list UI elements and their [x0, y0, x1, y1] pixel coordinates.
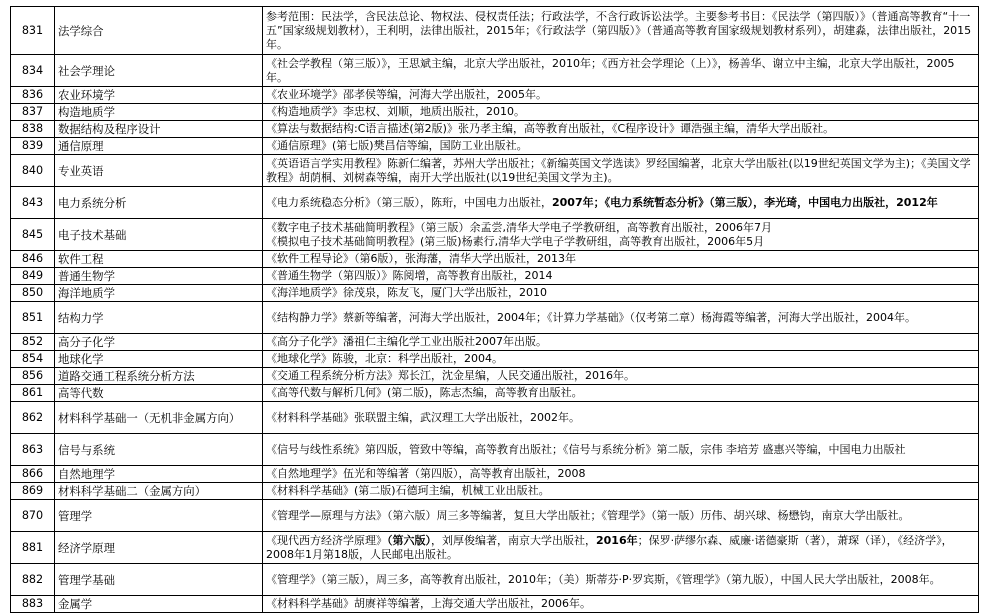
subject-name: 构造地质学 [55, 104, 263, 121]
subject-code: 861 [11, 385, 55, 402]
subject-code: 870 [11, 500, 55, 532]
subject-name: 地球化学 [55, 351, 263, 368]
reference-line-2: 《模拟电子技术基础简明教程》(第三版)杨素行,清华大学电子学教研组，高等教育出版社，2006年5月 [266, 234, 765, 248]
subject-name: 法学综合 [55, 7, 263, 55]
table-row [11, 351, 979, 368]
subject-name: 通信原理 [55, 138, 263, 155]
reference-books [263, 187, 979, 219]
table-row [11, 334, 979, 351]
subject-code: 883 [11, 596, 55, 613]
table-row [11, 466, 979, 483]
subject-code: 834 [11, 55, 55, 87]
subject-code: 836 [11, 87, 55, 104]
subject-code: 882 [11, 564, 55, 596]
subject-code: 846 [11, 251, 55, 268]
table-row [11, 434, 979, 466]
reference-line-1: 《数字电子技术基础简明教程》（第三版）余孟尝,清华大学电子学教研组，高等教育出版社，2006年7月 [266, 220, 772, 234]
reference-books: 《管理学》（第三版），周三多，高等教育出版社，2010年；（美）斯蒂芬·P·罗宾斯，《管理学》（第九版），中国人民大学出版社，2008年。 [263, 564, 979, 596]
subject-name: 软件工程 [55, 251, 263, 268]
subject-name: 电子技术基础 [55, 219, 263, 251]
reference-books: 《结构静力学》蔡新等编著，河海大学出版社，2004年；《计算力学基础》（仅考第二章）杨海霞等编著，河海大学出版社，2004年。 [263, 302, 979, 334]
subject-name: 结构力学 [55, 302, 263, 334]
subject-name: 自然地理学 [55, 466, 263, 483]
subject-name: 数据结构及程序设计 [55, 121, 263, 138]
table-row [11, 187, 979, 219]
table-row [11, 155, 979, 187]
table-row [11, 87, 979, 104]
subject-name: 管理学 [55, 500, 263, 532]
subject-code: 869 [11, 483, 55, 500]
table-row [11, 500, 979, 532]
reference-books: 《英语语言学实用教程》陈新仁编著，苏州大学出版社；《新编英国文学选读》罗经国编著，北京大学出版社(以19世纪英国文学为主)；《美国文学教程》胡荫桐、刘树森等编，南开大学出版社(以19世纪美国文学为主)。 [263, 155, 979, 187]
reference-books: 《农业环境学》邵孝侯等编，河海大学出版社，2005年。 [263, 87, 979, 104]
table-row [11, 251, 979, 268]
subject-name: 经济学原理 [55, 532, 263, 564]
subject-name: 信号与系统 [55, 434, 263, 466]
subject-code: 852 [11, 334, 55, 351]
subject-code: 866 [11, 466, 55, 483]
reference-books: 《社会学教程（第三版）》，王思斌主编，北京大学出版社，2010年；《西方社会学理论（上）》，杨善华、谢立中主编，北京大学出版社，2005年。 [263, 55, 979, 87]
subject-name: 农业环境学 [55, 87, 263, 104]
reference-books: 《管理学—原理与方法》（第六版）周三多等编著，复旦大学出版社；《管理学》（第一版）历伟、胡兴球、杨懋钧，南京大学出版社。 [263, 500, 979, 532]
subject-code: 837 [11, 104, 55, 121]
reference-books: 《通信原理》(第七版)樊昌信等编，国防工业出版社。 [263, 138, 979, 155]
reference-text: ；保罗·萨缪尔森、威廉·诺德豪斯（著），萧琛（译），《经济学》，2008年1月第18版，人民邮电出版社。 [266, 533, 953, 561]
table-row [11, 55, 979, 87]
table-row [11, 268, 979, 285]
table-row [11, 402, 979, 434]
reference-text-bold: 2016年 [596, 533, 638, 547]
reference-books [263, 219, 979, 251]
reference-text: 《电力系统稳态分析》（第三版），陈珩，中国电力出版社， [266, 195, 552, 209]
subject-name: 电力系统分析 [55, 187, 263, 219]
subject-code: 850 [11, 285, 55, 302]
reference-books: 《材料科学基础》(第二版)石德珂主编，机械工业出版社。 [263, 483, 979, 500]
reference-text-bold: （第六版） [387, 533, 431, 547]
table-row [11, 219, 979, 251]
subject-code: 839 [11, 138, 55, 155]
subject-code: 862 [11, 402, 55, 434]
reference-table [10, 6, 979, 613]
reference-books: 《信号与线性系统》第四版，管致中等编，高等教育出版社；《信号与系统分析》第二版，宗伟 李培芳 盛惠兴等编，中国电力出版社 [263, 434, 979, 466]
reference-books: 《普通生物学（第四版）》陈阅增，高等教育出版社，2014 [263, 268, 979, 285]
subject-name: 专业英语 [55, 155, 263, 187]
reference-text-bold: 2007年；《电力系统暂态分析》（第三版），李光琦，中国电力出版社，2012年 [552, 195, 938, 209]
subject-name: 普通生物学 [55, 268, 263, 285]
subject-code: 881 [11, 532, 55, 564]
subject-code: 856 [11, 368, 55, 385]
reference-books: 参考范围：民法学，含民法总论、物权法、侵权责任法；行政法学，不含行政诉讼法学。主要参考书目：《民法学（第四版）》（普通高等教育“十一五”国家级规划教材），王利明，法律出版社，2015年；《行政法学（第四版）》（普通高等教育国家级规划教材系列），胡建淼，法律出版社，2015年。 [263, 7, 979, 55]
subject-name: 海洋地质学 [55, 285, 263, 302]
subject-name: 管理学基础 [55, 564, 263, 596]
reference-books: 《构造地质学》李忠权、刘顺，地质出版社，2010。 [263, 104, 979, 121]
subject-name: 材料科学基础二（金属方向） [55, 483, 263, 500]
table-row [11, 596, 979, 613]
table-row [11, 483, 979, 500]
table-row [11, 138, 979, 155]
subject-code: 845 [11, 219, 55, 251]
subject-code: 843 [11, 187, 55, 219]
reference-books: 《算法与数据结构:C语言描述(第2版)》张乃孝主编，高等教育出版社，《C程序设计》谭浩强主编，清华大学出版社。 [263, 121, 979, 138]
table-row [11, 564, 979, 596]
subject-code: 838 [11, 121, 55, 138]
table-row [11, 385, 979, 402]
reference-text: ，刘厚俊编著，南京大学出版社， [431, 533, 596, 547]
subject-code: 851 [11, 302, 55, 334]
subject-code: 854 [11, 351, 55, 368]
subject-code: 863 [11, 434, 55, 466]
subject-code: 849 [11, 268, 55, 285]
table-row [11, 121, 979, 138]
table-row [11, 532, 979, 564]
subject-code: 840 [11, 155, 55, 187]
reference-books: 《交通工程系统分析方法》郑长江，沈金星编，人民交通出版社，2016年。 [263, 368, 979, 385]
reference-books: 《自然地理学》伍光和等编著（第四版），高等教育出版社，2008 [263, 466, 979, 483]
table-row [11, 285, 979, 302]
reference-books: 《高分子化学》潘祖仁主编化学工业出版社2007年出版。 [263, 334, 979, 351]
subject-name: 社会学理论 [55, 55, 263, 87]
table-row [11, 7, 979, 55]
table-row [11, 104, 979, 121]
subject-name: 高等代数 [55, 385, 263, 402]
reference-books: 《材料科学基础》张联盟主编，武汉理工大学出版社，2002年。 [263, 402, 979, 434]
table-row [11, 302, 979, 334]
subject-name: 金属学 [55, 596, 263, 613]
reference-text: 《现代西方经济学原理》 [266, 533, 387, 547]
reference-books: 《地球化学》陈骏，北京：科学出版社，2004。 [263, 351, 979, 368]
subject-name: 材料科学基础一（无机非金属方向） [55, 402, 263, 434]
reference-books: 《软件工程导论》（第6版），张海藩，清华大学出版社，2013年 [263, 251, 979, 268]
subject-code: 831 [11, 7, 55, 55]
subject-name: 道路交通工程系统分析方法 [55, 368, 263, 385]
subject-name: 高分子化学 [55, 334, 263, 351]
reference-books [263, 532, 979, 564]
reference-books: 《材料科学基础》胡赓祥等编著，上海交通大学出版社，2006年。 [263, 596, 979, 613]
reference-books: 《海洋地质学》徐茂泉，陈友飞，厦门大学出版社，2010 [263, 285, 979, 302]
reference-books: 《高等代数与解析几何》(第二版)，陈志杰编，高等教育出版社。 [263, 385, 979, 402]
table-row [11, 368, 979, 385]
